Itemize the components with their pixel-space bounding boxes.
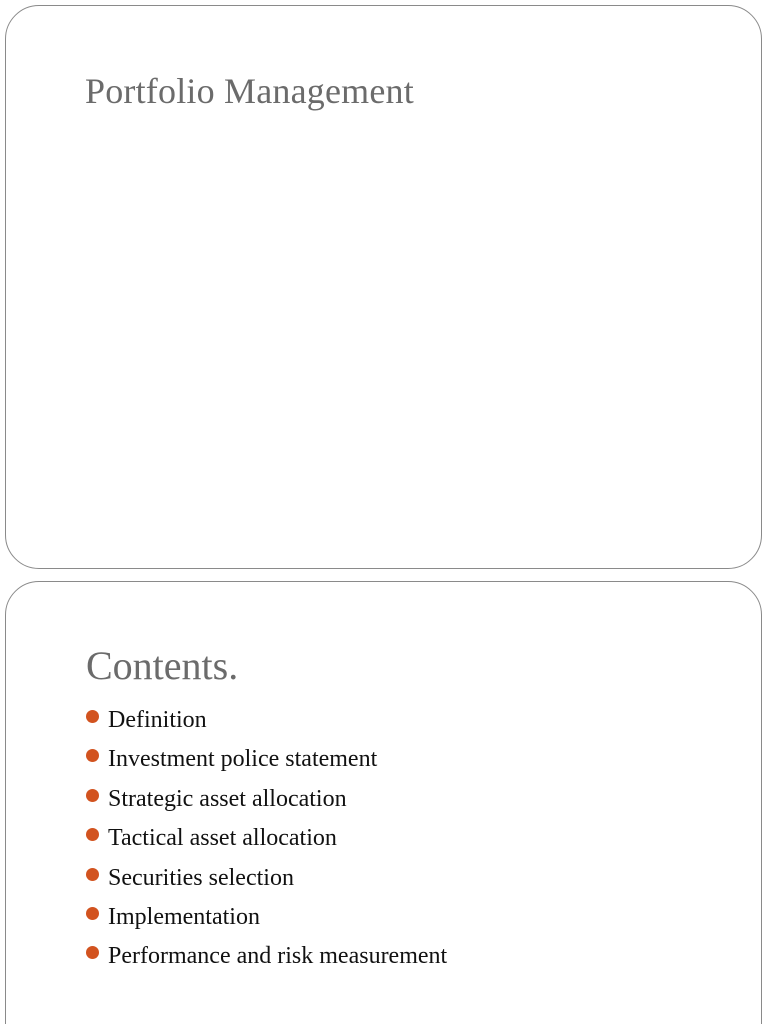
list-item-text: Implementation	[108, 903, 260, 930]
bullet-icon	[86, 710, 99, 723]
list-item-text: Performance and risk measurement	[108, 943, 448, 970]
bullet-icon	[86, 946, 99, 959]
slide-title: Portfolio Management	[85, 71, 414, 111]
bullet-icon	[86, 907, 99, 920]
list-item-text: Tactical asset allocation	[108, 825, 337, 852]
list-item-text: Investment police statement	[108, 746, 378, 773]
list-item-text: Securities selection	[108, 864, 294, 891]
list-item-text: Definition	[108, 707, 207, 733]
bullet-icon	[86, 789, 99, 802]
bullet-icon	[86, 828, 99, 841]
bullet-icon	[86, 749, 99, 762]
slide-contents	[5, 581, 762, 1024]
slide-title: Contents.	[86, 643, 239, 688]
slide-portfolio-management	[5, 5, 762, 569]
list-item-text: Strategic asset allocation	[108, 785, 347, 812]
bullet-icon	[86, 868, 99, 881]
